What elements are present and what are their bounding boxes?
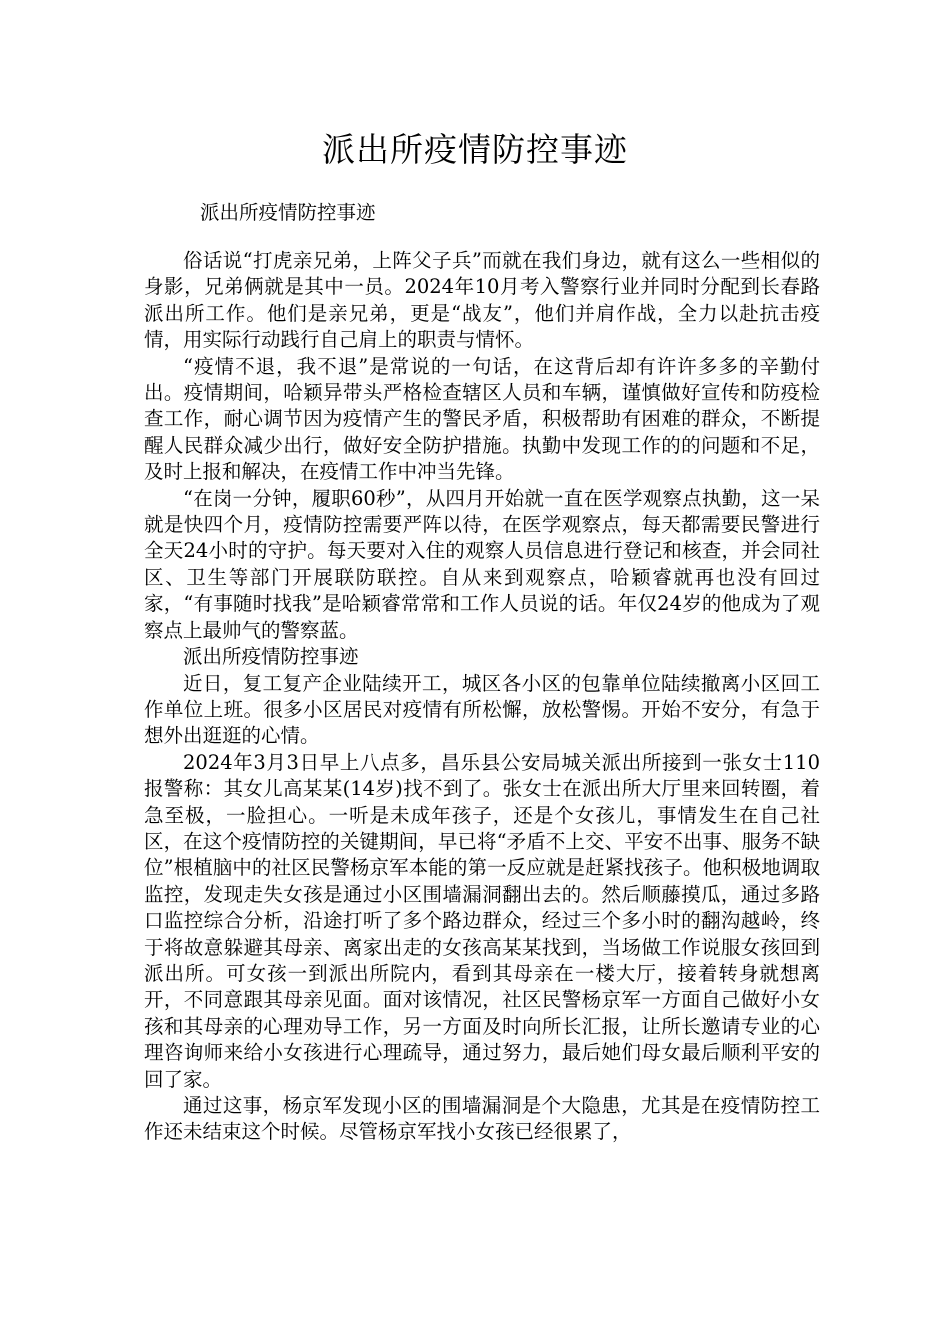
document-title: 派出所疫情防控事迹 <box>322 130 628 169</box>
paragraph-1: 俗话说“打虎亲兄弟，上阵父子兵”而就在我们身边，就有这么一些相似的身影，兄弟俩就是其中一员。2024年10月考入警察行业并同时分配到长春路派出所工作。他们是亲兄弟，更是“战友”，他们并肩作战，全力以赴抗击疫情，用实际行动践行自己肩上的职责与情怀。 <box>144 249 820 352</box>
paragraph-4: 近日，复工复产企业陆续开工，城区各小区的包靠单位陆续撤离小区回工作单位上班。很多小区居民对疫情有所松懈，放松警惕。开始不安分，有急于想外出逛逛的心情。 <box>144 671 820 748</box>
section-heading: 派出所疫情防控事迹 <box>183 645 359 669</box>
paragraph-2: “疫情不退，我不退”是常说的一句话，在这背后却有许许多多的辛勤付出。疫情期间，哈颖异带头严格检查辖区人员和车辆，谨慎做好宣传和防疫检查工作，耐心调节因为疫情产生的警民矛盾，积极帮助有困难的群众，不断提醒人民群众减少出行，做好安全防护措施。执勤中发现工作的的问题和不足，及时上报和解决，在疫情工作中冲当先锋。 <box>144 354 820 484</box>
document-subtitle: 派出所疫情防控事迹 <box>200 201 376 224</box>
paragraph-3: “在岗一分钟，履职60秒”，从四月开始就一直在医学观察点执勤，这一呆就是快四个月，疫情防控需要严阵以待，在医学观察点，每天都需要民警进行全天24小时的守护。每天要对入住的观察人员信息进行登记和核查，并会同社区、卫生等部门开展联防联控。自从来到观察点，哈颖睿就再也没有回过家，“有事随时找我”是哈颖睿常常和工作人员说的话。年仅24岁的他成为了观察点上最帅气的警察蓝。 <box>144 486 820 642</box>
paragraph-5: 2024年3月3日早上八点多，昌乐县公安局城关派出所接到一张女士110报警称：其女儿高某某(14岁)找不到了。张女士在派出所大厅里来回转圈，着急至极，一脸担心。一听是未成年孩子，还是个女孩儿，事情发生在自己社区，在这个疫情防控的关键期间，早已将“矛盾不上交、平安不出事、服务不缺位”根植脑中的社区民警杨京军本能的第一反应就是赶紧找孩子。他积极地调取监控，发现走失女孩是通过小区围墙漏洞翻出去的。然后顺藤摸瓜，通过多路口监控综合分析，沿途打听了多个路边群众，经过三个多小时的翻沟越岭，终于将故意躲避其母亲、离家出走的女孩高某某找到，当场做工作说服女孩回到派出所。可女孩一到派出所院内，看到其母亲在一楼大厅，接着转身就想离开，不同意跟其母亲见面。面对该情况，社区民警杨京军一方面自己做好小女孩和其母亲的心理劝导工作，另一方面及时向所长汇报，让所长邀请专业的心理咨询师来给小女孩进行心理疏导，通过努力，最后她们母女最后顺利平安的回了家。 <box>144 750 820 1091</box>
document-body <box>144 248 820 1146</box>
paragraph-6: 通过这事，杨京军发现小区的围墙漏洞是个大隐患，尤其是在疫情防控工作还未结束这个时候。尽管杨京军找小女孩已经很累了， <box>144 1094 820 1144</box>
